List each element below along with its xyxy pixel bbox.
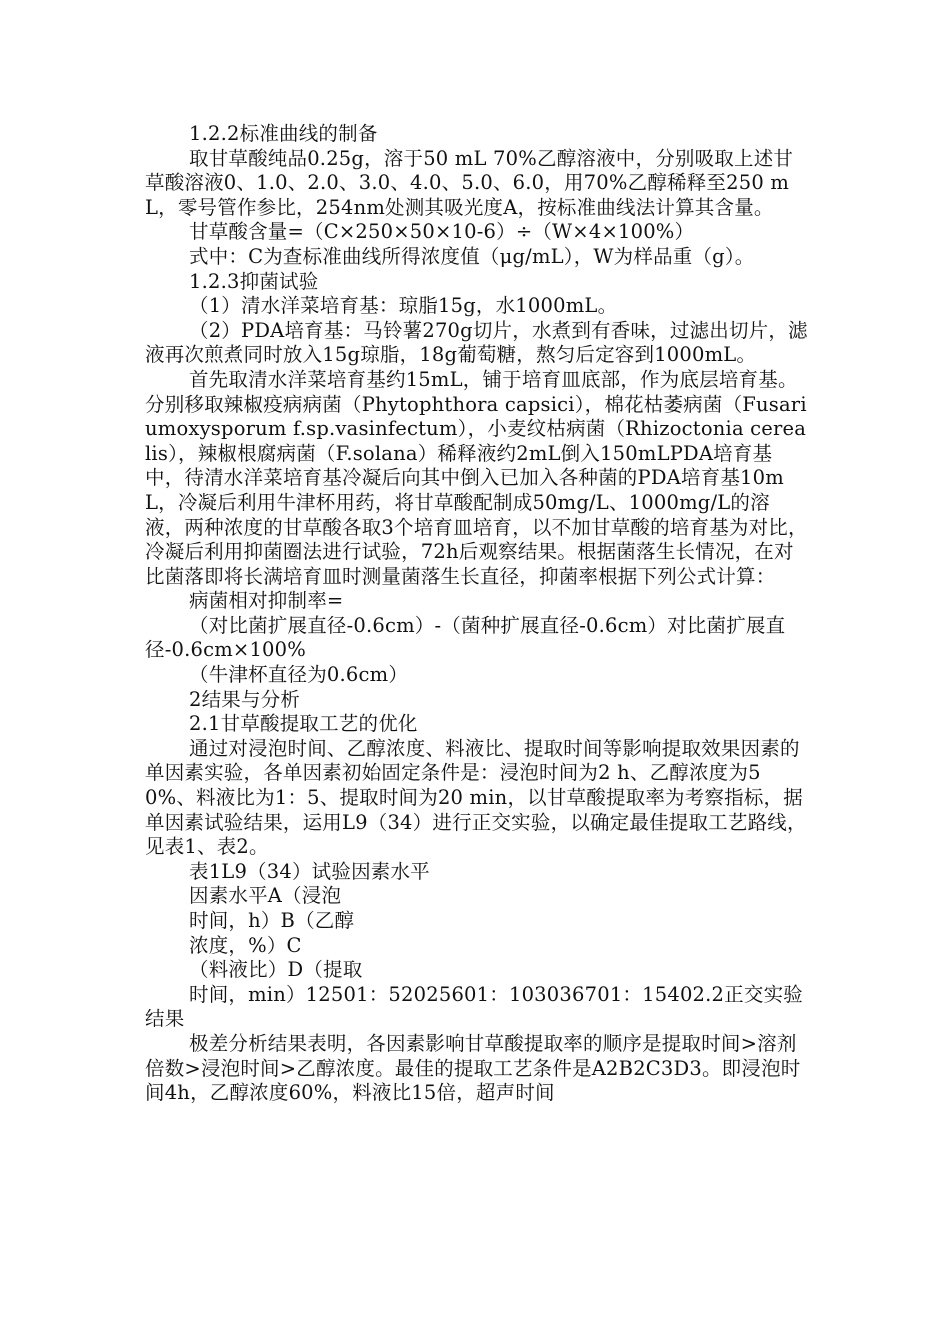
paragraph-optimization: 通过对浸泡时间、乙醇浓度、料液比、提取时间等影响提取效果因素的单因素实验，各单因素初始固定条件是：浸泡时间为2 h、乙醇浓度为50%、料液比为1：5、提取时间为20 min，以甘草酸提取率为考察指标，据单因素试验结果，运用L9（34）进行正交实验，以确定最佳提取工艺路线，见表1、表2。 [145, 736, 807, 859]
section-heading-1-2-2: 1.2.2标准曲线的制备 [189, 122, 378, 145]
section-heading-2: 2结果与分析 [189, 687, 301, 711]
section-heading-1-2-3: 1.2.3抑菌试验 [189, 269, 319, 293]
paragraph-range-analysis: 极差分析结果表明，各因素影响甘草酸提取率的顺序是提取时间>溶剂倍数>浸泡时间>乙醇浓度。最佳的提取工艺条件是A2B2C3D3。即浸泡时间4h，乙醇浓度60%，料液比15倍，超声时间 [145, 1031, 801, 1105]
formula-glycyrrhizic-content: 甘草酸含量=（C×250×50×10-6）÷（W×4×100%） [189, 220, 695, 244]
formula-explanation: 式中：C为查标准曲线所得浓度值（μg/mL），W为样品重（g）。 [189, 244, 755, 268]
medium-item-1: （1）清水洋菜培育基：琼脂15g，水1000mL。 [189, 294, 618, 318]
table-line-5: 时间，min）12501：52025601：103036701：15402.2正交实验结果 [145, 982, 803, 1031]
formula-inhibition-label: 病菌相对抑制率= [189, 589, 344, 613]
medium-item-2: （2）PDA培育基：马铃薯270g切片，水煮到有香味，过滤出切片，滤液再次煎煮同时放入15g琼脂，18g葡萄糖，熬匀后定容到1000mL。 [145, 318, 808, 367]
table-line-2: 时间，h）B（乙醇 [189, 909, 355, 932]
formula-note: （牛津杯直径为0.6cm） [189, 663, 409, 687]
formula-inhibition: （对比菌扩展直径-0.6cm）-（菌种扩展直径-0.6cm）对比菌扩展直径-0.6cm×100% [145, 613, 786, 662]
document-body [145, 122, 809, 1106]
table-line-3: 浓度，%）C [189, 933, 302, 957]
paragraph-standard-curve: 取甘草酸纯品0.25g，溶于50 mL 70%乙醇溶液中，分别吸取上述甘草酸溶液0、1.0、2.0、3.0、4.0、5.0、6.0，用70%乙醇稀释至250 mL，零号管作参比，254nm处测其吸光度A，按标准曲线法计算其含量。 [145, 146, 794, 219]
table-line-4: （料液比）D（提取 [189, 958, 363, 982]
table-line-1: 因素水平A（浸泡 [189, 884, 342, 908]
section-heading-2-1: 2.1甘草酸提取工艺的优化 [189, 712, 418, 736]
table-caption: 表1L9（34）试验因素水平 [189, 859, 430, 883]
paragraph-procedure: 首先取清水洋菜培育基约15mL，铺于培育皿底部，作为底层培育基。分别移取辣椒疫病病菌（Phytophthora capsici），棉花枯萎病菌（Fusariumoxysporum f.sp.vasinfectum），小麦纹枯病菌（Rhizoctonia cerealis），辣椒根腐病菌（F.solana）稀释液约2mL倒入150mLPDA培育基中，待清水洋菜培育基冷凝后向其中倒入已加入各种菌的PDA培育基10mL，冷凝后利用牛津杯用药，将甘草酸配制成50mg/L、1000mg/L的溶液，两种浓度的甘草酸各取3个培育皿培育，以不加甘草酸的培育基为对比，冷凝后利用抑菌圈法进行试验，72h后观察结果。根据菌落生长情况，在对比菌落即将长满培育皿时测量菌落生长直径，抑菌率根据下列公式计算： [145, 367, 808, 588]
